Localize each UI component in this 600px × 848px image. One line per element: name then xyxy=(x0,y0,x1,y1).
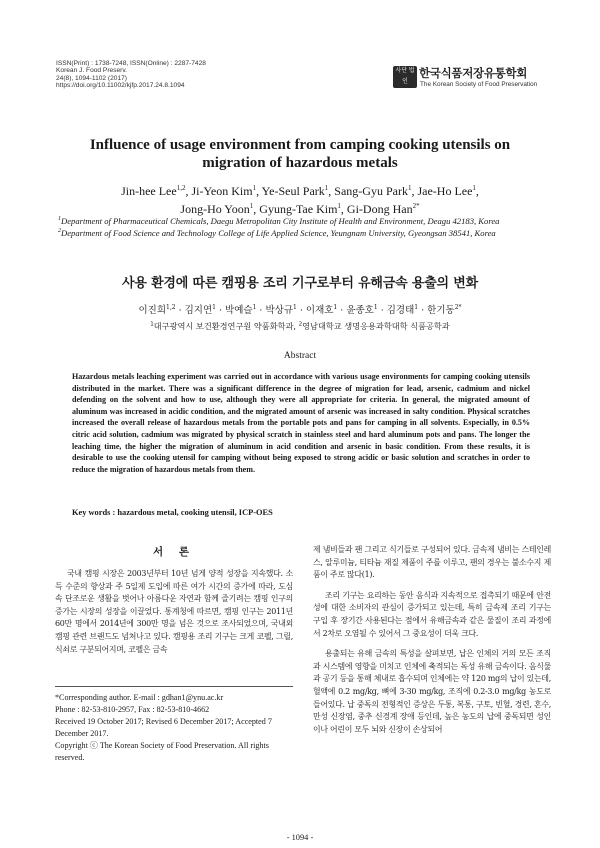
affil-text: Department of Food Science and Technology College of Life Applied Science, Yeungnam University, Gyeongsan 38541, Korea xyxy=(61,227,496,238)
doi-link[interactable]: https://doi.org/10.11002/kjfp.2017.24.8.1094 xyxy=(56,82,185,90)
correspondence-footnote xyxy=(55,692,293,764)
author-affil-sup: 2* xyxy=(412,202,420,210)
society-english-name: The Korean Society of Food Preservation xyxy=(420,81,538,88)
footnote-line: Copyright ⓒ The Korean Society of Food Preservation. All rights reserved. xyxy=(55,741,269,762)
korean-affil-sup: 2 xyxy=(298,321,303,328)
page-number: - 1094 - xyxy=(286,833,314,842)
korean-author-name: 이진희 xyxy=(138,305,167,316)
korean-author-name: 박예슬 xyxy=(225,305,253,316)
society-seal: 사단 법인 xyxy=(393,66,417,88)
korean-author-name: 김지연 xyxy=(184,305,213,316)
title-line: migration of hazardous metals xyxy=(202,155,398,171)
keywords-label: Key words : xyxy=(72,508,118,517)
issn-line: ISSN(Print) : 1738-7248, ISSN(Online) : 2287-7428 xyxy=(56,60,206,67)
footnote-line: Phone : 82-53-810-2957, Fax : 82-53-810-4662 xyxy=(55,705,210,714)
author-sep: , xyxy=(328,184,335,198)
korean-author-sup: 2* xyxy=(454,303,462,311)
korean-title: 사용 환경에 따른 캠핑용 조리 기구로부터 유해금속 용출의 변화 xyxy=(122,276,478,291)
journal-name: Korean J. Food Preserv. xyxy=(56,67,127,75)
korean-affil-text: 대구광역시 보건환경연구원 약품화학과, xyxy=(153,321,299,331)
author-name: Sang-Gyu Park xyxy=(334,184,408,198)
paper-title xyxy=(40,136,560,172)
author-name: Jong-Ho Yoon xyxy=(180,202,250,216)
korean-author-sup: 1 xyxy=(212,303,216,311)
keywords xyxy=(72,508,530,517)
author-affil-sup: 1 xyxy=(407,184,412,192)
body-paragraph: 제 냄비들과 팬 그리고 식기들로 구성되어 있다. 금속제 냄비는 스테인레스, 알루미늄, 티타늄 재질 제품이 주를 이루고, 팬의 경우는 불소수지 제품이 주로 많다(1). xyxy=(313,545,551,580)
footnote-divider xyxy=(55,686,293,687)
author-affil-sup: 1,2 xyxy=(176,184,186,192)
korean-author-sup: 1,2 xyxy=(166,303,176,311)
author-affil-sup: 1 xyxy=(472,184,476,192)
korean-author-name: 김경태 xyxy=(386,305,415,316)
section-heading-introduction: 서 론 xyxy=(153,546,195,558)
author-sep: , xyxy=(253,202,260,216)
author-name: Jae-Ho Lee xyxy=(417,184,473,198)
korean-author-name: 박상규 xyxy=(265,305,293,316)
body-paragraph: 국내 캠핑 시장은 2003년부터 10년 넘게 양적 성장을 지속했다. 소득 수준의 향상과 주 5일제 도입에 따른 여가 시간의 증가에 따라, 도심 속 단조로운 생활을 벗어나 아름다운 자연과 함께 즐기려는 캠핑 인구의 증가는 시장의 성장을 이끌었다. 통계청에 따르면, 캠핑 인구는 2011년 60만 명에서 2014년에 300만 명을 넘은 것으로 조사되었으며, 국내외 캠핑 관련 브랜드도 넘쳐나고 있다. 캠핑용 조리 기구는 크게 코펠, 그릴, 식쇠로 구분되어지며, 코펠은 금속 xyxy=(55,569,293,654)
author-affil-sup: 1 xyxy=(252,184,257,192)
title-line: Influence of usage environment from camping cooking utensils on xyxy=(89,137,511,153)
journal-header xyxy=(56,60,316,90)
body-paragraph: 조리 기구는 요리하는 동안 음식과 지속적으로 접촉되기 때문에 안전성에 대한 소비자의 관심이 증가되고 있는데, 특히 금속제 조리 기구는 구입 후 장기간 사용된다는 점에서 유해금속과 같은 물질이 조리 과정에서 2차로 오염될 수 있어서 그 중요성이 더욱 크다. xyxy=(313,590,551,638)
author-sep: , xyxy=(256,184,262,198)
affiliation-list xyxy=(58,216,558,239)
korean-author-list: 이진희$^{1,2}$ · 김지연$^1$ · 박예슬$^1$ · 박상규$^1$ · 이재호$^1$ · 윤종호$^1$ · 김경태$^1$ · 한기동$^{2*}$ xyxy=(138,303,462,316)
abstract-body: Hazardous metals leaching experiment was carried out in accordance with various usage environments for camping cooking utensils distributed in the market. There was a significant difference in the degree of migration for lead, arsenic, cadmium and nickel defending on the solvent and how to use, although they were all appropriate for criteria. In general, the migrated amount of aluminum was increased in acidic condition, and the migrated amount of arsenic was increased in salty condition. Physical scratches increased the overall release of hazardous metals from the portable pots and pans for camping in all solvents. Especially, in 0.5% citric acid solution, cadmium was migrated by physical scratch in stainless steel and hard aluminum pots and pans. The longer the leaching time, the higher the migration of aluminum in acid condition and arsenic in basic condition. From these results, it is desirable to use the cooking utensil for camping without being exposed to strong acidic or basic solution and scratches in order to reduce the migration of hazardous metals from them. xyxy=(72,372,530,474)
left-column xyxy=(55,544,293,664)
author-sep: , xyxy=(340,202,347,216)
korean-author-sup: 1 xyxy=(252,303,257,311)
korean-author-sup: 1 xyxy=(293,303,297,311)
korean-affil-sup: 1 xyxy=(150,321,154,328)
author-name: Ji-Yeon Kim xyxy=(191,184,253,198)
society-korean-name: 한국식품저장유통학회 xyxy=(419,66,528,80)
author-sep: , xyxy=(475,184,479,198)
korean-author-sup: 1 xyxy=(373,303,378,311)
author-affil-sup: 1 xyxy=(324,184,329,192)
affil-text: Department of Pharmaceutical Chemicals, Daegu Metropolitan City Institute of Health and Environment, Deagu 42183, Korea xyxy=(61,216,500,226)
affil-sup: 2 xyxy=(58,227,61,234)
author-name: Gyung-Tae Kim xyxy=(259,202,338,216)
society-logo xyxy=(393,64,563,92)
volume-line: 24(8), 1094-1102 (2017) xyxy=(56,74,127,82)
author-affil-sup: 1 xyxy=(249,202,254,210)
korean-author-sup: 1 xyxy=(333,303,338,311)
author-affil-sup: 1 xyxy=(337,202,341,210)
affil-sup: 1 xyxy=(58,216,61,223)
author-name: Gi-Dong Han xyxy=(346,202,413,216)
affiliation-line xyxy=(58,228,558,240)
korean-author-name: 이재호 xyxy=(305,305,334,316)
author-name: Ye-Seul Park xyxy=(261,184,325,198)
korean-author-name: 한기동 xyxy=(427,305,455,316)
author-sep: , xyxy=(185,184,192,198)
author-sep: , xyxy=(411,184,418,198)
author-name: Jin-hee Lee xyxy=(121,184,177,198)
korean-author-sup: 1 xyxy=(414,303,419,311)
footnote-line: Received 19 October 2017; Revised 6 December 2017; Accepted 7 December 2017. xyxy=(55,717,272,738)
abstract-heading: Abstract xyxy=(283,351,317,361)
keywords-text: hazardous metal, cooking utensil, ICP-OES xyxy=(117,508,273,517)
korean-affil-text: 영남대학교 생명응용과학대학 식품공학과 xyxy=(302,321,450,331)
korean-affiliation xyxy=(40,320,560,332)
right-column xyxy=(313,544,551,744)
korean-author-name: 윤종호 xyxy=(346,305,374,316)
affiliation-line xyxy=(58,216,558,228)
author-list xyxy=(40,182,560,218)
body-paragraph: 용출되는 유해 금속의 특성을 살펴보면, 납은 인체의 거의 모든 조직과 시스템에 영향을 미치고 인체에 축적되는 독성 유해 금속이다. 음식물과 공기 등을 통해 체내로 흡수되며 인체에는 약 120 mg의 납이 있는데, 혈액에 0.2 mg/kg, 뼈에 3-30 mg/kg, 조직에 0.2-3.0 mg/kg 농도로 들어있다. 납 중독의 전형적인 증상은 두통, 복통, 구토, 빈혈, 경련, 혼수, 만성 신장염, 중추 신경계 장애 등인데, 높은 농도의 납에 중독되면 성인이나 어린이 모두 뇌와 신장이 손상되어 xyxy=(313,649,551,734)
footnote-line: *Corresponding author. E-mail : gdhan1@ynu.ac.kr xyxy=(55,693,224,702)
